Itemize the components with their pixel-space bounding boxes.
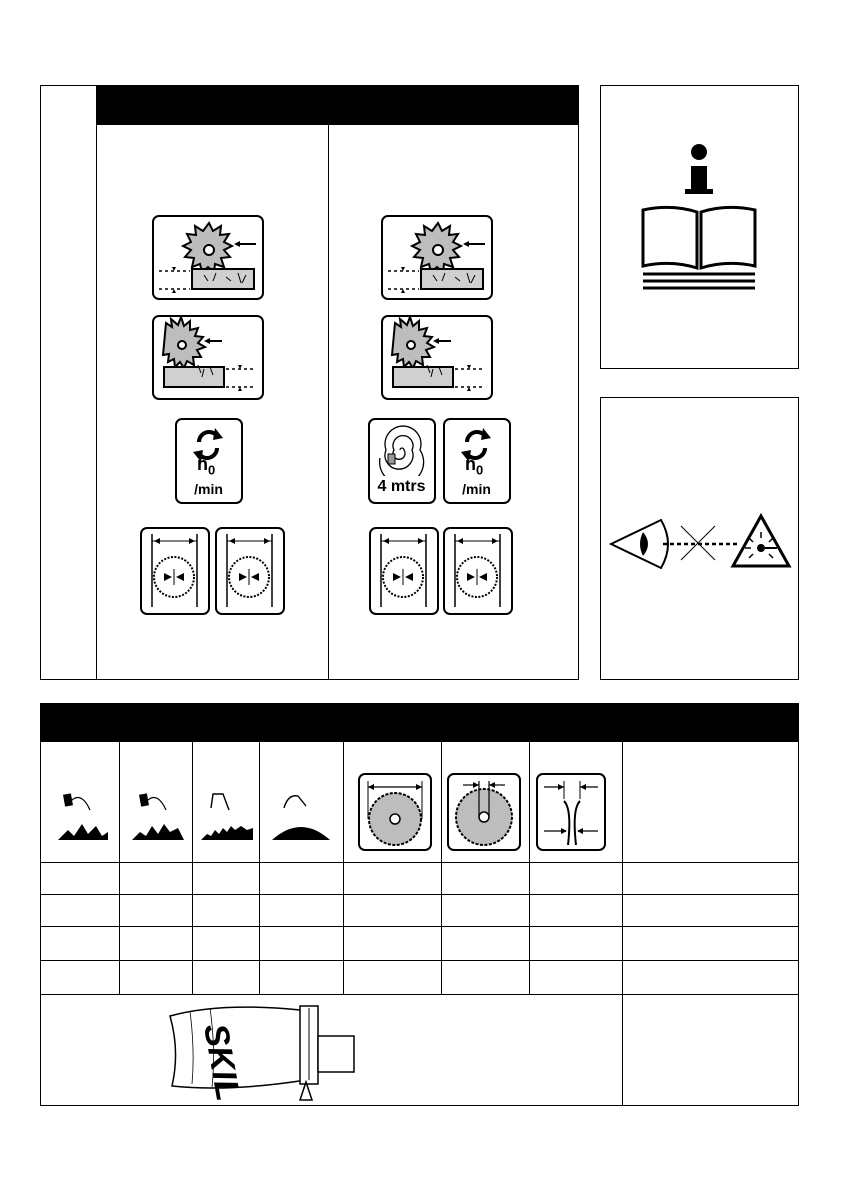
laser-warning-icon: [733, 516, 789, 566]
blade-clearance-icon-2: [215, 527, 285, 615]
blade-bore-icon: [447, 773, 521, 851]
laser-warning-panel: [600, 397, 799, 680]
speed-symbol-n-b: n: [465, 454, 476, 474]
speed-unit-label: /min: [194, 481, 223, 497]
table-row-line-1: [40, 862, 799, 863]
blade-table: [40, 703, 799, 1106]
blade-tooth-extrafine-icon: [266, 790, 336, 850]
cord-length-label: 4 mtrs: [377, 478, 426, 495]
table-col-divider-4: [343, 742, 344, 994]
blade-tooth-fine-icon: [197, 790, 257, 850]
dust-bag-icon: [160, 996, 360, 1106]
table-col-divider-2: [192, 742, 193, 994]
eye-icon: [611, 520, 668, 568]
table-row-line-2: [40, 894, 799, 895]
blade-diameter-icon: [358, 773, 432, 851]
no-load-speed-icon-b: [443, 418, 511, 504]
table-col-divider-1: [119, 742, 120, 994]
cutting-depth-90-icon: [152, 215, 264, 300]
cutting-depth-45-icon: [152, 315, 264, 400]
table-col-divider-7: [622, 742, 623, 1106]
cutting-depth-90-icon-b: [381, 215, 493, 300]
blade-tooth-coarse-icon: [52, 790, 112, 850]
kerf-width-icon: [536, 773, 606, 851]
blade-clearance-icon-1: [140, 527, 210, 615]
speed-unit-label-b: /min: [462, 481, 491, 497]
blade-clearance-icon-3: [369, 527, 439, 615]
table-col-divider-5: [441, 742, 442, 994]
cutting-depth-45-icon-b: [381, 315, 493, 400]
table-row-line-5: [40, 994, 799, 995]
brand-label: [0, 0, 1, 1]
spec-col-divider-left: [96, 85, 97, 680]
dust-bag-brand-logo: SKIL: [196, 1020, 247, 1104]
read-manual-panel: [600, 85, 799, 369]
spec-col-divider-mid: [328, 125, 329, 680]
table-col-divider-3: [259, 742, 260, 994]
speed-symbol-n: n: [197, 454, 208, 474]
blade-table-header-bar: [40, 703, 799, 742]
speed-symbol-sub-b: 0: [476, 462, 484, 478]
speed-symbol-sub: 0: [208, 462, 216, 478]
spec-header-bar: [96, 85, 579, 125]
table-col-divider-6: [529, 742, 530, 994]
table-row-line-3: [40, 926, 799, 927]
table-row-line-4: [40, 960, 799, 961]
read-manual-icon: [601, 86, 797, 366]
blade-clearance-icon-4: [443, 527, 513, 615]
no-load-speed-icon: [175, 418, 243, 504]
cord-length-icon: [368, 418, 436, 504]
blade-tooth-medium-icon: [128, 790, 188, 850]
